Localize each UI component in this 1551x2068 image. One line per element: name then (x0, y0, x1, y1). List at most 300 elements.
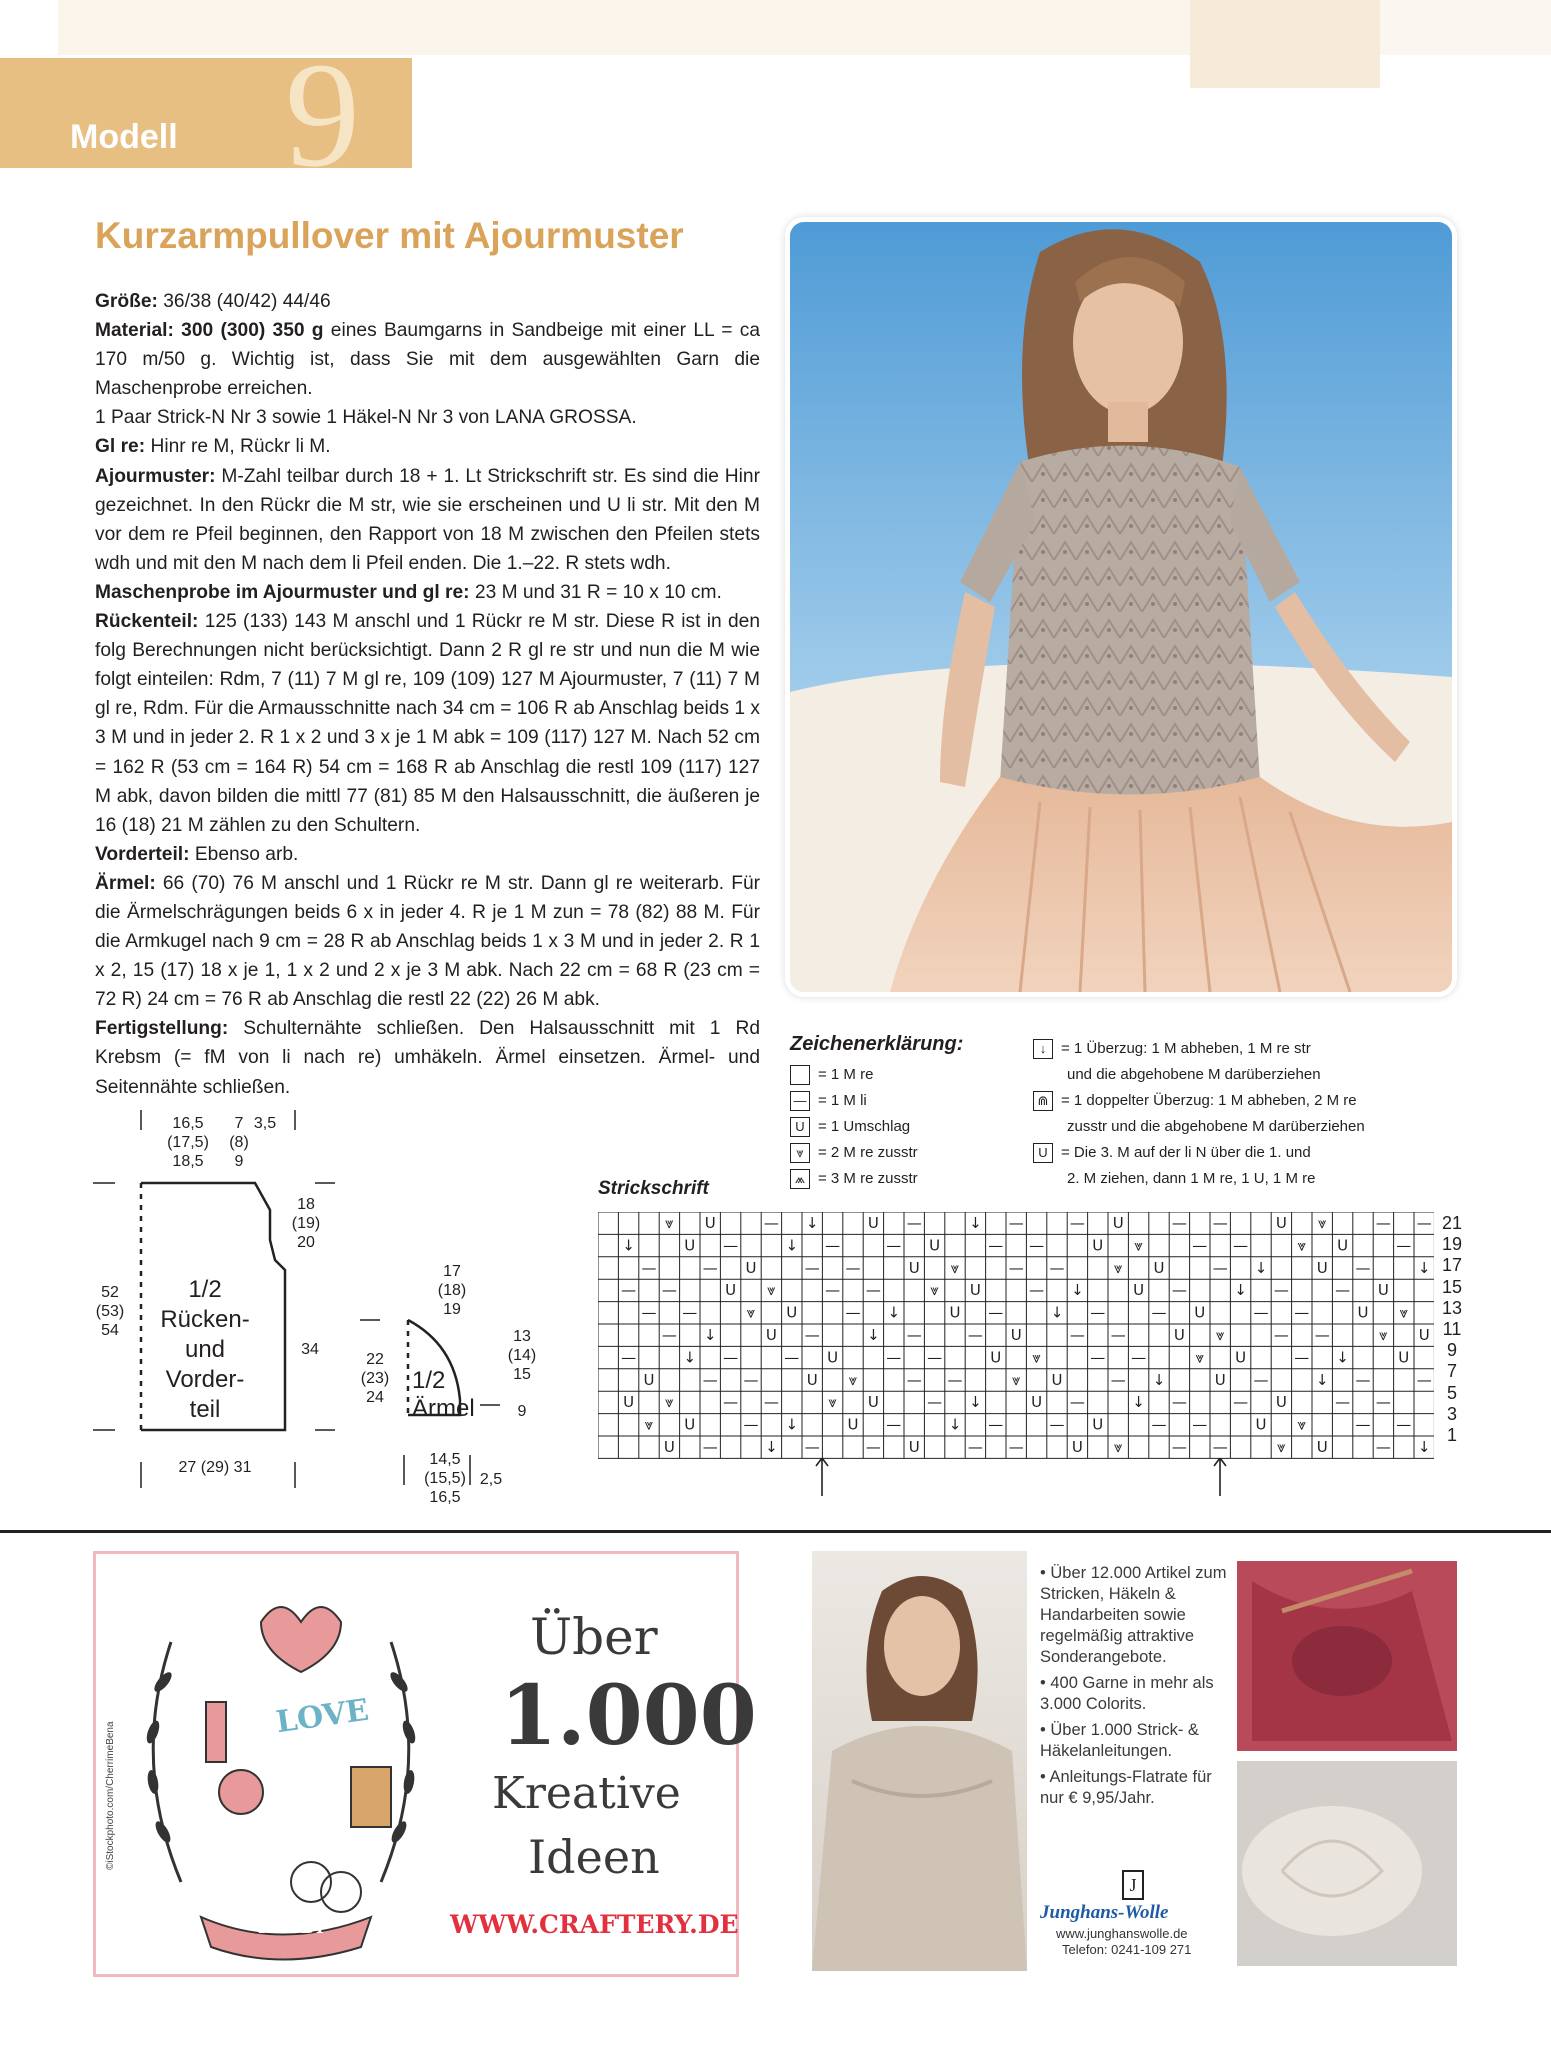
model-number: 9 (285, 32, 360, 198)
chart-symbol: U (1275, 1393, 1287, 1412)
chart-symbol: — (1416, 1370, 1432, 1389)
chart-symbol: U (1051, 1370, 1063, 1389)
repeat-arrow-left (1213, 1458, 1227, 1496)
legend-text-cont: 2. M ziehen, dann 1 M re, 1 U, 1 M re (1067, 1170, 1316, 1187)
ad-bullet (1040, 1563, 1230, 1668)
bullet-icon: • (1040, 1768, 1050, 1786)
dim-sleeve-lower: 9 (517, 1403, 527, 1420)
instruction-label: Gl re: (95, 436, 146, 458)
instruction-text: 66 (70) 76 M anschl und 1 Rückr re M str. Dann gl re weiterarb. Für die Ärmelschrägungen beids 6 x in jeder 4. R je 1 M zun = 78 (82) 88 M. Für die Armkugel nach 9 cm = 28 R ab Anschlag beids 1 x 3 M und in jeder 2. R 1 x 2, 15 (17) 18 x je 1, 1 x 2 und 2 x je 3 M abk. Nach 22 cm = 68 R (23 cm = 72 R) 24 cm = 76 R ab Anschlag die restl 22 (22) 26 M abk. (95, 872, 760, 1011)
chart-symbol: ↓ (1234, 1281, 1247, 1300)
instruction-paragraph (95, 1014, 760, 1101)
legend-item (790, 1140, 918, 1166)
chart-symbol: — (825, 1236, 841, 1255)
chart-symbol: — (763, 1393, 779, 1412)
instruction-text: Ebenso arb. (189, 843, 299, 865)
chart-symbol: ↓ (887, 1303, 901, 1322)
chart-symbol: — (702, 1258, 718, 1277)
chart-row-number: 9 (1446, 1340, 1457, 1361)
chart-symbol: ↓ (1417, 1258, 1431, 1277)
legend-text: = 1 Überzug: 1 M abheben, 1 M re str (1061, 1040, 1311, 1057)
chart-symbol: — (1253, 1370, 1269, 1389)
chart-symbol: U (663, 1438, 675, 1456)
chart-symbol: — (1069, 1214, 1085, 1232)
instruction-paragraph (95, 432, 760, 461)
chart-symbol: ↓ (948, 1415, 962, 1434)
chart-symbol: ⩔ (767, 1281, 776, 1300)
model-label: Modell (70, 118, 178, 156)
chart-symbol: ⩔ (1011, 1370, 1021, 1389)
chart-symbol: ⩔ (1277, 1438, 1286, 1456)
chart-symbol: ⩔ (1032, 1348, 1041, 1367)
chart-symbol: ↓ (622, 1236, 635, 1255)
legend-item (790, 1062, 918, 1088)
chart-symbol: U (623, 1393, 635, 1412)
instruction-text: Hinr re M, Rückr li M. (145, 436, 331, 458)
chart-symbol: — (845, 1258, 861, 1277)
chart-symbol: U (1153, 1258, 1165, 1277)
chart-symbol: U (1092, 1236, 1104, 1255)
legend-text-cont: zusstr und die abgehobene M darüberziehen (1067, 1118, 1365, 1135)
chart-symbol: U (908, 1258, 920, 1277)
sleeve-piece-label: 1/2 Ärmel (412, 1367, 475, 1422)
chart-symbol: ↓ (969, 1393, 982, 1412)
chart-symbol: — (1355, 1258, 1371, 1277)
instruction-text: 125 (133) 143 M anschl und 1 Rückr re M str. Diese R ist in den folg Berechnungen nicht berücksichtigt. Dann 2 R gl re str und nun die M wie folgt einteilen: Rdm, 7 (11) 7 M gl re, 109 (109) 127 M Ajourmuster, 7 (11) 7 M gl re, Rdm. Für die Armausschnitte nach 34 cm = 106 R ab Anschlag beids 1 x 3 M und in jeder 2. R 1 x 2 und 3 x je 1 M abk = 109 (117) 127 M. Nach 52 cm = 162 R (53 cm = 164 R) 54 cm = 168 R ab Anschlag die restl 109 (117) 127 M abk, davon bilden die mittl 77 (81) 85 M den Halsausschnitt, die äußeren je 16 (18) 21 M zählen zu den Schultern. (95, 611, 760, 836)
bullet-icon: • (1040, 1721, 1051, 1739)
chart-row-number: 13 (1441, 1297, 1463, 1318)
chart-symbol: ⩔ (1317, 1214, 1327, 1232)
chart-symbol: ⩔ (665, 1214, 674, 1232)
instruction-text: 23 M und 31 R = 10 x 10 cm. (469, 581, 722, 603)
chart-symbol: ⩔ (1113, 1438, 1123, 1456)
page-title: Kurzarmpullover mit Ajourmuster (95, 215, 684, 256)
chart-symbol: — (1273, 1326, 1289, 1344)
dim-sleeve-bottom2: 2,5 (479, 1471, 503, 1488)
chart-symbol: U (1031, 1393, 1043, 1412)
chart-symbol: — (661, 1326, 677, 1344)
chart-symbol: ↓ (1071, 1281, 1084, 1300)
chart-symbol: — (1192, 1236, 1208, 1255)
chart-symbol: — (1131, 1348, 1147, 1367)
chart-symbol: — (1069, 1326, 1085, 1344)
chart-symbol: — (1008, 1438, 1024, 1456)
legend-item (790, 1114, 918, 1140)
chart-symbol: ⩔ (848, 1370, 858, 1389)
legend-item (790, 1088, 918, 1114)
chart-row-number: 3 (1446, 1403, 1457, 1424)
chart-symbol: U (643, 1370, 655, 1389)
hobby-badge: HOBBY (258, 1918, 326, 1937)
chart-symbol: ⩔ (1215, 1326, 1225, 1344)
chart-symbol: U (745, 1258, 757, 1277)
chart-symbol: ↓ (1152, 1370, 1166, 1389)
instruction-label: Fertigstellung: (95, 1018, 229, 1040)
chart-symbol: U (969, 1281, 981, 1300)
legend-symbol-icon (790, 1065, 810, 1085)
chart-symbol: — (1008, 1214, 1024, 1232)
chart-symbol: — (1335, 1281, 1351, 1300)
photo-credit: ©iStockphoto.com/CherrimeBena (105, 1721, 116, 1870)
chart-symbol: U (1316, 1438, 1328, 1456)
legend-text: = 1 M li (818, 1092, 867, 1109)
chart-symbol: — (621, 1281, 637, 1300)
legend-text: = 3 M re zusstr (818, 1170, 918, 1187)
chart-symbol: — (1335, 1393, 1351, 1412)
brand-logo-icon: J (1122, 1870, 1144, 1900)
ad-bullet-text: Über 1.000 Strick- & Häkelanleitungen. (1040, 1721, 1199, 1760)
chart-symbol: U (765, 1326, 777, 1344)
chart-symbol: — (886, 1348, 902, 1367)
chart-symbol: — (865, 1281, 881, 1300)
chart-symbol: — (1049, 1258, 1065, 1277)
chart-symbol: U (949, 1303, 961, 1322)
legend-symbol-icon: ⩔ (790, 1143, 810, 1163)
legend-symbol-icon: U (1033, 1143, 1053, 1163)
chart-row-number: 11 (1442, 1319, 1462, 1340)
chart-symbol: — (1294, 1303, 1310, 1322)
instruction-paragraph (95, 869, 760, 1014)
header-accent (1190, 0, 1380, 88)
chart-symbol: — (804, 1326, 820, 1344)
chart-symbol: U (1337, 1236, 1349, 1255)
dim-top-shoulder: 16,5 (17,5) 18,5 (167, 1115, 209, 1170)
instruction-paragraph (95, 316, 760, 403)
instruction-label: Material: 300 (300) 350 g (95, 320, 324, 342)
ad-bullet-text: Anleitungs-Flatrate für nur € 9,95/Jahr. (1040, 1768, 1212, 1807)
instruction-paragraph (95, 578, 760, 607)
ad-bullets (1040, 1563, 1230, 1814)
chart-symbol: U (1357, 1303, 1369, 1322)
chart-symbol: — (1171, 1393, 1187, 1412)
ad-headline-4: Ideen (528, 1830, 660, 1884)
legend-left (790, 1062, 918, 1192)
chart-symbol: — (906, 1370, 922, 1389)
chart-symbol: U (990, 1348, 1002, 1367)
ad-headline-2: 1.000 (500, 1668, 757, 1764)
chart-symbol: U (929, 1236, 941, 1255)
chart-symbol: — (845, 1303, 861, 1322)
legend-text: = 1 doppelter Überzug: 1 M abheben, 2 M re (1061, 1092, 1357, 1109)
dim-top-neck: 7 (8) 9 (229, 1115, 249, 1170)
chart-symbol: U (1092, 1415, 1104, 1434)
chart-symbol: — (784, 1348, 800, 1367)
dim-sleeve-cap: 17 (18) 19 (437, 1263, 467, 1318)
legend-symbol-icon: ⩕ (790, 1169, 810, 1189)
chart-symbol: ⩔ (1134, 1236, 1143, 1255)
chart-symbol: — (641, 1258, 657, 1277)
chart-symbol: — (1375, 1393, 1391, 1412)
chart-symbol: — (1212, 1438, 1228, 1456)
chart-symbol: — (1355, 1415, 1371, 1434)
legend-item (1033, 1088, 1365, 1140)
chart-symbol: — (1212, 1258, 1228, 1277)
instructions-text (95, 287, 760, 1102)
chart-symbol: ↓ (1132, 1393, 1145, 1412)
chart-symbol: — (743, 1370, 759, 1389)
chart-symbol: ⩔ (665, 1393, 674, 1412)
bullet-icon: • (1040, 1564, 1051, 1582)
instruction-text: 36/38 (40/42) 44/46 (157, 291, 331, 312)
chart-symbol: — (1090, 1348, 1106, 1367)
chart-symbol: — (1294, 1348, 1310, 1367)
chart-symbol: — (723, 1348, 739, 1367)
love-badge: LOVE (274, 1692, 371, 1741)
dim-top-depth: 3,5 (253, 1115, 277, 1132)
chart-symbol: U (684, 1236, 696, 1255)
chart-symbol: — (886, 1415, 902, 1434)
chart-symbol: ↓ (867, 1326, 880, 1344)
chart-symbol: U (684, 1415, 696, 1434)
legend-symbol-icon: — (790, 1091, 810, 1111)
chart-symbol: — (723, 1393, 739, 1412)
instruction-text: eines Baumgarns in Sandbeige mit einer LL = ca 170 m/50 g. Wichtig ist, dass Sie mit dem ausgewählten Garn die Maschenprobe erreichen. (95, 320, 760, 400)
chart-symbol: — (1416, 1214, 1432, 1232)
repeat-arrow-right (815, 1458, 829, 1496)
chart-symbol: U (1275, 1214, 1287, 1232)
dim-sleeve-left: 22 (23) 24 (360, 1351, 390, 1406)
chart-symbol: — (743, 1415, 759, 1434)
ad-bullet-text: Über 12.000 Artikel zum Stricken, Häkeln & Handarbeiten sowie regelmäßig attraktive Sonderangebote. (1040, 1564, 1227, 1666)
model-photo (790, 222, 1452, 992)
bullet-icon: • (1040, 1674, 1051, 1692)
chart-symbol: — (723, 1236, 739, 1255)
chart-symbol: ↓ (805, 1214, 819, 1232)
chart-row-number: 17 (1441, 1255, 1463, 1276)
chart-symbol: U (908, 1438, 920, 1456)
chart-row-number: 21 (1441, 1213, 1463, 1233)
instruction-paragraph (95, 403, 760, 432)
chart-symbol: — (1110, 1370, 1126, 1389)
legend-text: = Die 3. M auf der li N über die 1. und (1061, 1144, 1311, 1161)
chart-symbol: — (1375, 1438, 1391, 1456)
instruction-label: Rückenteil: (95, 611, 199, 633)
instruction-paragraph (95, 462, 760, 578)
chart-symbol: ⩔ (746, 1303, 756, 1322)
chart-symbol: U (1112, 1214, 1124, 1232)
chart-symbol: ⩔ (644, 1415, 654, 1434)
chart-symbol: — (1029, 1281, 1045, 1300)
instruction-text: M-Zahl teilbar durch 18 + 1. Lt Strickschrift str. Es sind die Hinr gezeichnet. In den Rückr die M str, wie sie erscheinen und U li str. Mit den M vor dem re Pfeil beginnen, den Rapport von 18 M zwischen den Pfeilen stets wdh und mit den M nach dem li Pfeil enden. Die 1.–22. R stets wdh. (95, 465, 760, 574)
chart-symbol: — (906, 1214, 922, 1232)
chart-symbol: ⩔ (1113, 1258, 1123, 1277)
chart-symbol: ⩔ (1379, 1326, 1388, 1344)
chart-symbol: ⩔ (930, 1281, 939, 1300)
chart-symbol: — (702, 1438, 718, 1456)
chart-symbol: — (927, 1393, 943, 1412)
legend-text-cont: und die abgehobene M darüberziehen (1067, 1066, 1321, 1083)
legend-item (790, 1166, 918, 1192)
legend-item (1033, 1140, 1365, 1192)
chart-symbol: — (804, 1258, 820, 1277)
chart-row-number: 5 (1446, 1382, 1457, 1403)
brand-name: Junghans-Wolle (1040, 1902, 1169, 1923)
chart-symbol: — (1090, 1303, 1106, 1322)
chart-row-number: 19 (1441, 1234, 1463, 1255)
chart-row-number: 15 (1441, 1276, 1463, 1297)
chart-symbol: U (1235, 1348, 1247, 1367)
body-piece-label: 1/2 Rücken- und Vorder- teil (160, 1276, 250, 1423)
instruction-label: Ajourmuster: (95, 465, 216, 487)
chart-symbol: — (1192, 1415, 1208, 1434)
chart-symbol: — (621, 1348, 637, 1367)
chart-symbol: — (906, 1326, 922, 1344)
chart-symbol: U (1214, 1370, 1226, 1389)
chart-symbol: — (1069, 1393, 1085, 1412)
chart-symbol: — (1314, 1326, 1330, 1344)
chart-symbol: ⩔ (950, 1258, 960, 1277)
chart-symbol: — (1110, 1326, 1126, 1344)
chart-symbol: U (1010, 1326, 1022, 1344)
chart-symbol: U (1255, 1415, 1267, 1434)
ad-headline-1: Über (530, 1608, 658, 1666)
chart-symbol: ↓ (785, 1415, 799, 1434)
chart-symbol: — (1233, 1236, 1249, 1255)
chart-symbol: — (988, 1236, 1004, 1255)
chart-symbol: — (927, 1348, 943, 1367)
ad-bullet (1040, 1720, 1230, 1762)
chart-symbol: U (847, 1415, 859, 1434)
chart-symbol: ↓ (1336, 1348, 1349, 1367)
chart-symbol: — (682, 1303, 698, 1322)
chart-symbol: — (825, 1281, 841, 1300)
instruction-label: Vorderteil: (95, 843, 190, 865)
instruction-label: Größe: (95, 291, 158, 312)
ad-url-link[interactable]: WWW.CRAFTERY.DE (450, 1910, 739, 1939)
chart-symbol: — (641, 1303, 657, 1322)
brand-url-link[interactable]: www.junghanswolle.de (1056, 1926, 1188, 1941)
chart-symbol: — (661, 1281, 677, 1300)
chart-symbol: U (867, 1214, 879, 1232)
chart-symbol: — (1253, 1303, 1269, 1322)
legend-text: = 1 M re (818, 1066, 874, 1083)
chart-symbol: — (1151, 1303, 1167, 1322)
chart-symbol: U (867, 1393, 879, 1412)
chart-symbol: — (988, 1415, 1004, 1434)
chart-row-number: 1 (1446, 1425, 1457, 1446)
chart-symbol: ⩔ (1399, 1303, 1409, 1322)
legend-text: = 1 Umschlag (818, 1118, 911, 1135)
chart-symbol: — (1049, 1415, 1065, 1434)
chart-symbol: — (1396, 1236, 1412, 1255)
chart-symbol: U (725, 1281, 737, 1300)
legend-symbol-icon: ↓ (1033, 1039, 1053, 1059)
legend-symbol-icon: ⋒ (1033, 1091, 1053, 1111)
chart-symbol: ↓ (785, 1236, 799, 1255)
chart-symbol: — (1171, 1438, 1187, 1456)
chart-symbol: ↓ (1315, 1370, 1329, 1389)
chart-symbol: — (1008, 1258, 1024, 1277)
knitting-chart (598, 1212, 1434, 1459)
chart-symbol: U (1377, 1281, 1389, 1300)
chart-symbol: U (786, 1303, 798, 1322)
chart-symbol: ↓ (969, 1214, 982, 1232)
legend-title: Zeichenerklärung: (790, 1033, 964, 1055)
dim-height: 52 (53) 54 (95, 1284, 125, 1339)
brand-phone: Telefon: 0241-109 271 (1062, 1942, 1192, 1957)
dim-sleeve-right: 13 (14) 15 (507, 1328, 537, 1383)
chart-symbol: ⩔ (1297, 1415, 1307, 1434)
chart-symbol: — (1396, 1415, 1412, 1434)
chart-symbol: — (865, 1438, 881, 1456)
chart-symbol: ⩔ (828, 1393, 837, 1412)
chart-symbol: U (704, 1214, 716, 1232)
chart-row-numbers (1432, 1213, 1472, 1446)
chart-symbol: U (1418, 1326, 1430, 1344)
chart-symbol: — (804, 1438, 820, 1456)
chart-symbol: — (763, 1214, 779, 1232)
instruction-label: Maschenprobe im Ajourmuster und gl re: (95, 581, 470, 603)
page-separator (0, 1530, 1551, 1533)
chart-symbol: ↓ (765, 1438, 778, 1456)
chart-symbol: U (1133, 1281, 1145, 1300)
hobby-illustration (111, 1562, 451, 1962)
chart-symbol: — (1233, 1393, 1249, 1412)
chart-symbol: — (1273, 1281, 1289, 1300)
ad-bullet (1040, 1673, 1230, 1715)
instruction-paragraph (95, 840, 760, 869)
instruction-paragraph (95, 607, 760, 840)
legend-symbol-icon: U (790, 1117, 810, 1137)
instruction-paragraph (95, 287, 760, 316)
chart-row-number: 7 (1446, 1361, 1457, 1382)
dim-side: 34 (301, 1341, 319, 1358)
legend-right (1033, 1036, 1365, 1192)
instruction-text: 1 Paar Strick-N Nr 3 sowie 1 Häkel-N Nr 3 von LANA GROSSA. (95, 407, 637, 429)
chart-symbol: ↓ (1417, 1438, 1431, 1456)
chart-symbol: U (827, 1348, 839, 1367)
legend-text: = 2 M re zusstr (818, 1144, 918, 1161)
chart-symbol: ↓ (703, 1326, 717, 1344)
ad-bullet (1040, 1767, 1230, 1809)
chart-symbol: — (967, 1326, 983, 1344)
chart-symbol: ↓ (683, 1348, 697, 1367)
chart-symbol: U (1194, 1303, 1206, 1322)
chart-symbol: U (1071, 1438, 1083, 1456)
chart-symbol: — (1212, 1214, 1228, 1232)
chart-symbol: U (806, 1370, 818, 1389)
legend-item (1033, 1036, 1365, 1088)
chart-symbol: — (988, 1303, 1004, 1322)
chart-symbol: — (1171, 1214, 1187, 1232)
chart-symbol: — (1355, 1370, 1371, 1389)
chart-symbol: U (1398, 1348, 1410, 1367)
instruction-text: Schulternähte schließen. Den Halsausschnitt mit 1 Rd Krebsm (= fM von li nach re) umhäkeln. Ärmel einsetzen. Ärmel- und Seitennähte schließen. (95, 1018, 760, 1098)
chart-symbol: U (1316, 1258, 1328, 1277)
chart-symbol: — (1375, 1214, 1391, 1232)
chart-symbol: ↓ (1254, 1258, 1268, 1277)
chart-symbol: ⩔ (1297, 1236, 1307, 1255)
header-accent-right (1380, 0, 1551, 55)
chart-symbol: — (886, 1236, 902, 1255)
ad-headline-3: Kreative (492, 1768, 681, 1819)
chart-symbol: U (1173, 1326, 1185, 1344)
dim-width: 27 (29) 31 (178, 1459, 252, 1476)
chart-symbol: — (702, 1370, 718, 1389)
chart-symbol: — (1151, 1415, 1167, 1434)
instruction-label: Ärmel: (95, 872, 156, 894)
dim-armhole: 18 (19) 20 (291, 1196, 321, 1251)
chart-symbol: — (967, 1438, 983, 1456)
chart-symbol: ↓ (1050, 1303, 1064, 1322)
ad-bullet-text: 400 Garne in mehr als 3.000 Colorits. (1040, 1674, 1214, 1713)
chart-symbol: ⩔ (1195, 1348, 1205, 1367)
chart-symbol: — (1171, 1281, 1187, 1300)
chart-symbol: — (1029, 1236, 1045, 1255)
dim-sleeve-bottom: 14,5 (15,5) 16,5 (424, 1451, 466, 1506)
chart-title: Strickschrift (598, 1178, 709, 1199)
chart-symbol: — (947, 1370, 963, 1389)
